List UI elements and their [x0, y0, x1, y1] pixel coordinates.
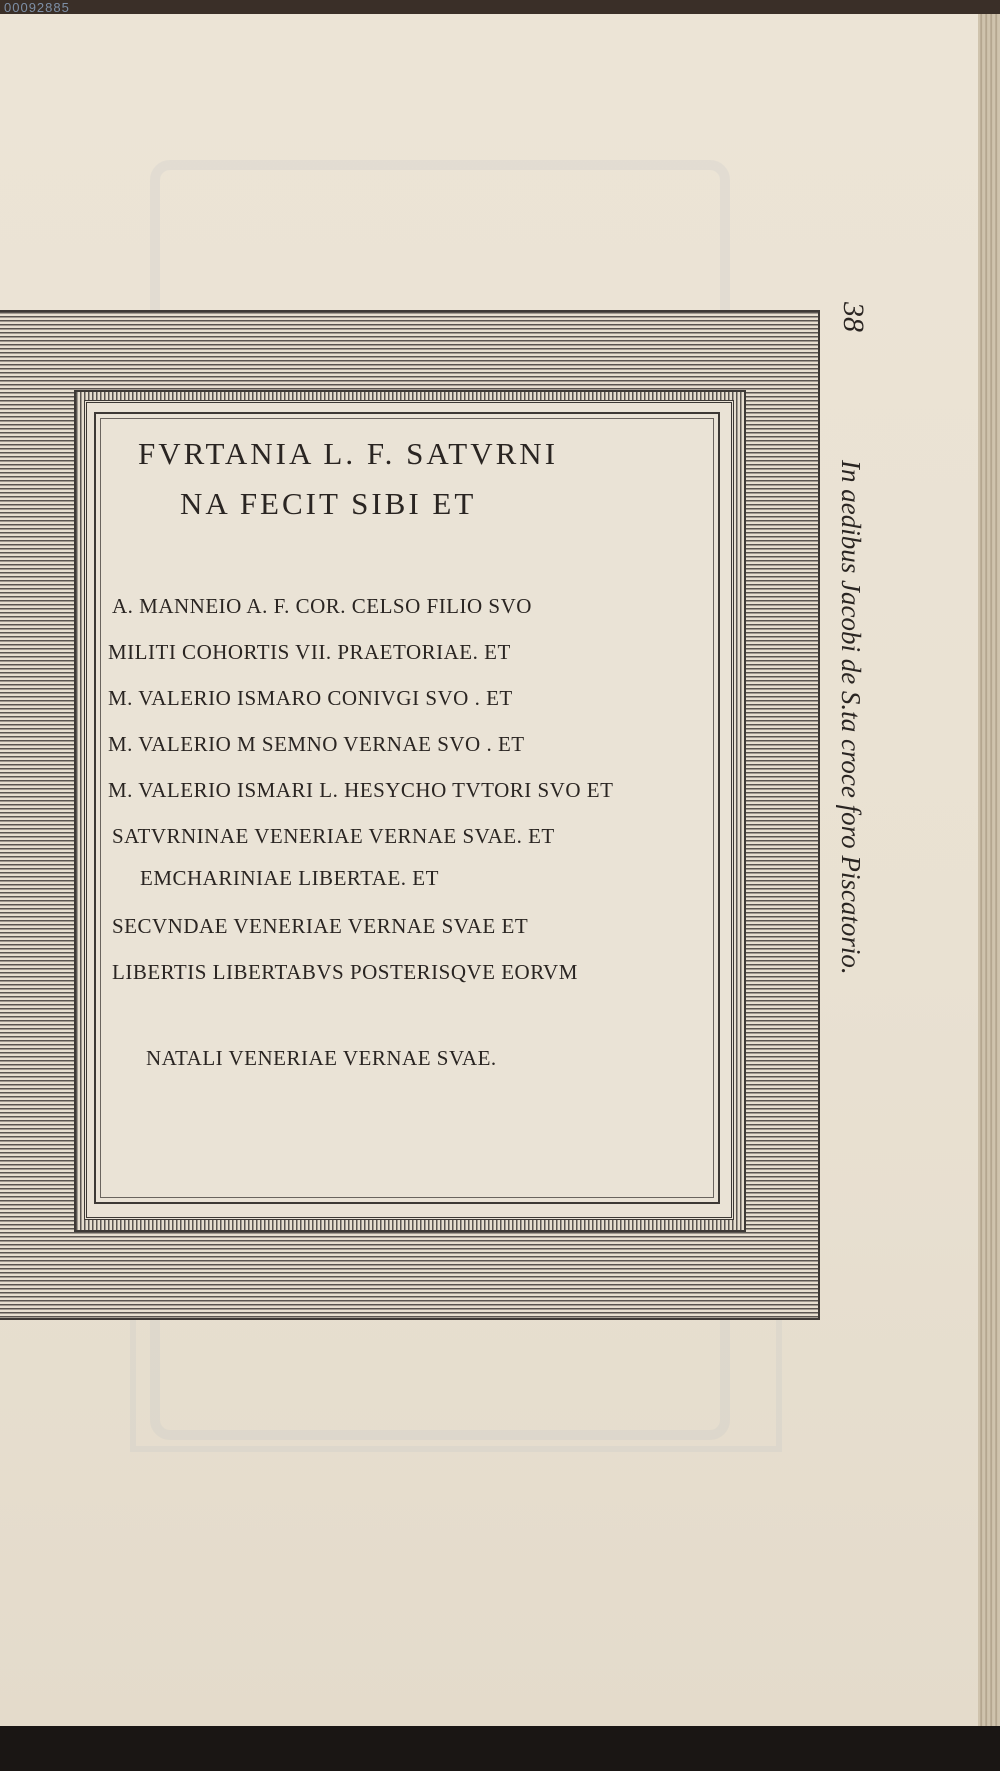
inscription-heading-1: FVRTANIA L. F. SATVRNI: [138, 436, 559, 471]
inscription-tablet: [94, 412, 720, 1204]
scan-label: 00092885: [4, 0, 70, 15]
inscription-line-3: M. VALERIO ISMARO CONIVGI SVO . ET: [108, 686, 513, 710]
bleed-through-ghost-bottom: [130, 1300, 782, 1452]
margin-note: [818, 460, 878, 1060]
inscription-heading-2: NA FECIT SIBI ET: [180, 486, 477, 521]
inscription-line-4: M. VALERIO M SEMNO VERNAE SVO . ET: [108, 732, 525, 756]
scan-background-strip: [0, 1726, 1000, 1771]
inscription-line-9: LIBERTIS LIBERTABVS POSTERISQVE EORVM: [112, 960, 578, 984]
inscription-line-6: SATVRNINAE VENERIAE VERNAE SVAE. ET: [112, 824, 555, 848]
inscription-line-8: SECVNDAE VENERIAE VERNAE SVAE ET: [112, 914, 529, 938]
page-edges: [978, 14, 1000, 1726]
inscription-line-1: A. MANNEIO A. F. COR. CELSO FILIO SVO: [112, 594, 532, 618]
inscription-line-7: EMCHARINIAE LIBERTAE. ET: [140, 866, 439, 890]
inscription-line-5: M. VALERIO ISMARI L. HESYCHO TVTORI SVO ET: [108, 778, 614, 802]
inscription-line-2: MILITI COHORTIS VII. PRAETORIAE. ET: [108, 640, 511, 664]
margin-note-text: In aedibus Jacobi de S.ta croce foro Piscatorio.: [836, 460, 866, 975]
page-number: 38: [837, 302, 870, 332]
inscription-closing: NATALI VENERIAE VERNAE SVAE.: [146, 1046, 497, 1070]
